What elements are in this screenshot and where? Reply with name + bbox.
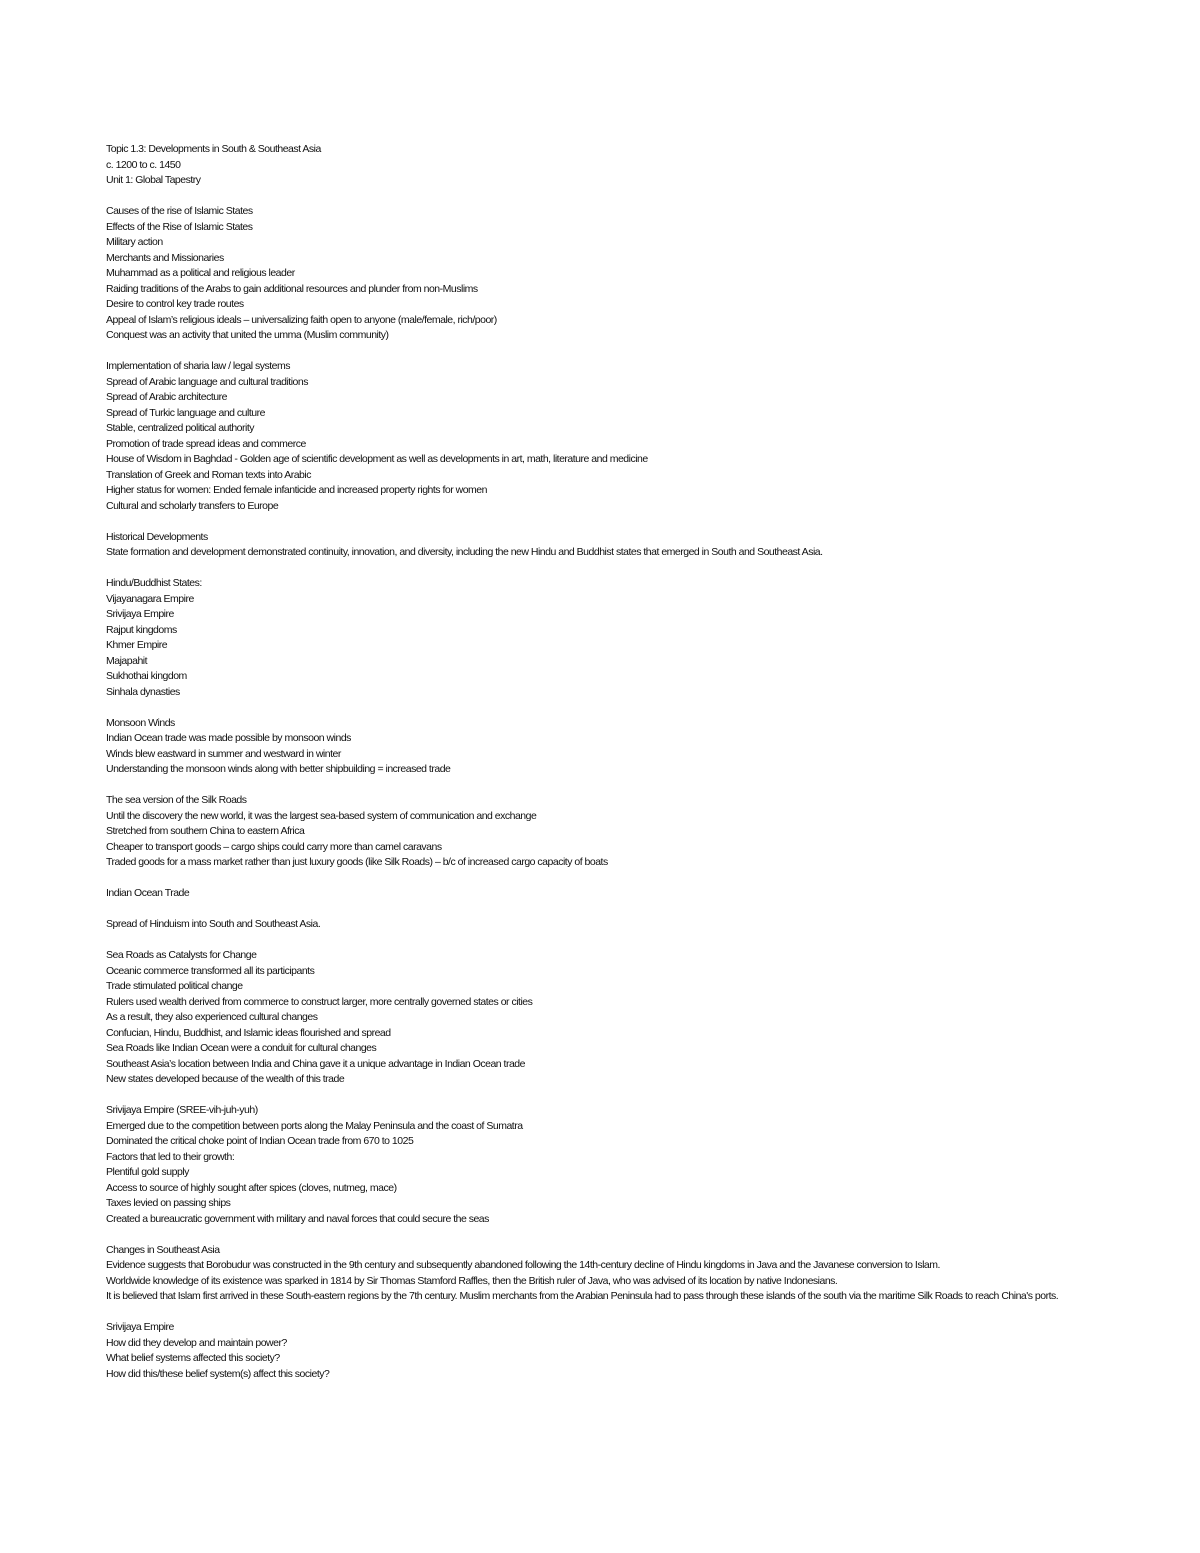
text-block (106, 948, 1100, 1088)
text-block (106, 1103, 1100, 1227)
text-line: Unit 1: Global Tapestry (106, 174, 201, 186)
text-line: Spread of Arabic architecture (106, 391, 227, 403)
text-block (106, 359, 1100, 514)
text-line: State formation and development demonstrated continuity, innovation, and diversity, including the new Hindu and Buddhist states that emerged in South and Southeast Asia. (106, 546, 823, 558)
text-block (106, 204, 1100, 344)
text-line: c. 1200 to c. 1450 (106, 158, 181, 171)
text-line: Southeast Asia’s location between India and China gave it a unique advantage in Indian Ocean trade (106, 1057, 525, 1070)
block-heading: Srivijaya Empire (SREE-vih-juh-yuh) (106, 1104, 258, 1116)
text-line: Spread of Turkic language and culture (106, 406, 265, 419)
text-line: Higher status for women: Ended female infanticide and increased property rights for women (106, 484, 487, 496)
paragraph-gap (106, 1227, 1100, 1243)
paragraph-gap (106, 561, 1100, 577)
text-block (106, 793, 1100, 871)
paragraph-gap (106, 902, 1100, 918)
text-line: Majapahit (106, 654, 148, 667)
text-line: House of Wisdom in Baghdad - Golden age of scientific development as well as developments in art, math, literature and medicine (106, 453, 648, 465)
text-block (106, 1320, 1100, 1382)
text-line: Understanding the monsoon winds along with better shipbuilding = increased trade (106, 763, 451, 775)
text-line: Stretched from southern China to eastern Africa (106, 825, 305, 837)
text-line: Confucian, Hindu, Buddhist, and Islamic ideas flourished and spread (106, 1026, 391, 1039)
text-line: Translation of Greek and Roman texts into Arabic (106, 468, 311, 481)
text-line: Rulers used wealth derived from commerce to construct larger, more centrally governed states or cities (106, 995, 533, 1008)
text-line: Spread of Arabic language and cultural traditions (106, 375, 308, 388)
text-line: Khmer Empire (106, 639, 168, 651)
text-block (106, 142, 1100, 189)
paragraph-gap (106, 189, 1100, 205)
paragraph-gap (106, 871, 1100, 887)
text-line: Until the discovery the new world, it was the largest sea-based system of communication and exchange (106, 809, 537, 822)
block-heading: Topic 1.3: Developments in South & Southeast Asia (106, 143, 321, 155)
text-block (106, 1243, 1100, 1305)
paragraph-gap (106, 1305, 1100, 1321)
text-block (106, 576, 1100, 700)
text-line: Evidence suggests that Borobudur was constructed in the 9th century and subsequently abandoned following the 14th-century decline of Hindu kingdoms in Java and the Javanese conversion to Islam. (106, 1259, 940, 1271)
text-block (106, 917, 1100, 933)
block-heading: Hindu/Buddhist States: (106, 577, 202, 589)
text-line: Cultural and scholarly transfers to Europe (106, 499, 279, 512)
text-line: Trade stimulated political change (106, 980, 243, 992)
text-line: Traded goods for a mass market rather than just luxury goods (like Silk Roads) – b/c of increased cargo capacity of boats (106, 856, 608, 868)
text-line: Srivijaya Empire (106, 608, 174, 620)
text-line: Worldwide knowledge of its existence was sparked in 1814 by Sir Thomas Stamford Raffles, then the British ruler of Java, who was advised of its location by native Indonesians. (106, 1274, 838, 1287)
text-line: Conquest was an activity that united the umma (Muslim community) (106, 329, 389, 341)
block-heading: Sea Roads as Catalysts for Change (106, 949, 257, 961)
text-block (106, 886, 1100, 902)
document-body (106, 142, 1100, 1382)
text-line: Factors that led to their growth: (106, 1150, 235, 1163)
text-line: Plentiful gold supply (106, 1166, 189, 1178)
text-line: Dominated the critical choke point of Indian Ocean trade from 670 to 1025 (106, 1135, 414, 1147)
block-heading: Implementation of sharia law / legal systems (106, 360, 291, 372)
block-heading: Srivijaya Empire (106, 1321, 174, 1333)
text-block (106, 716, 1100, 778)
text-line: Stable, centralized political authority (106, 422, 255, 434)
text-line: Sea Roads like Indian Ocean were a conduit for cultural changes (106, 1042, 377, 1054)
text-line: Rajput kingdoms (106, 623, 177, 636)
text-line: It is believed that Islam first arrived in these South-eastern regions by the 7th century. Muslim merchants from the Arabian Peninsula had to pass through these islands of the south via the maritime Silk Roads to reach China's ports. (106, 1290, 1059, 1302)
text-line: Taxes levied on passing ships (106, 1197, 231, 1209)
text-line: How did they develop and maintain power? (106, 1336, 287, 1349)
paragraph-gap (106, 514, 1100, 530)
text-line: Indian Ocean trade was made possible by monsoon winds (106, 732, 351, 744)
text-line: Muhammad as a political and religious leader (106, 267, 295, 279)
paragraph-gap (106, 933, 1100, 949)
block-heading: Spread of Hinduism into South and Southeast Asia. (106, 918, 321, 930)
text-line: Cheaper to transport goods – cargo ships could carry more than camel caravans (106, 840, 442, 853)
paragraph-gap (106, 778, 1100, 794)
text-line: Emerged due to the competition between ports along the Malay Peninsula and the coast of Sumatra (106, 1119, 523, 1132)
paragraph-gap (106, 1088, 1100, 1104)
text-line: Winds blew eastward in summer and westward in winter (106, 747, 341, 760)
text-line: Oceanic commerce transformed all its participants (106, 964, 315, 977)
text-line: Appeal of Islam’s religious ideals – universalizing faith open to anyone (male/female, rich/poor) (106, 313, 497, 326)
text-line: Created a bureaucratic government with military and naval forces that could secure the seas (106, 1212, 489, 1225)
paragraph-gap (106, 700, 1100, 716)
text-line: Promotion of trade spread ideas and commerce (106, 437, 306, 450)
block-heading: Historical Developments (106, 530, 208, 543)
text-line: Raiding traditions of the Arabs to gain additional resources and plunder from non-Muslims (106, 282, 478, 295)
text-line: Sukhothai kingdom (106, 670, 187, 682)
text-line: Desire to control key trade routes (106, 298, 244, 310)
text-line: How did this/these belief system(s) affect this society? (106, 1367, 330, 1380)
text-line: What belief systems affected this society? (106, 1352, 280, 1364)
text-line: Merchants and Missionaries (106, 251, 224, 264)
block-heading: Causes of the rise of Islamic States (106, 205, 253, 217)
block-heading: Monsoon Winds (106, 716, 175, 729)
text-line: Access to source of highly sought after spices (cloves, nutmeg, mace) (106, 1181, 397, 1194)
block-heading: Indian Ocean Trade (106, 887, 190, 899)
block-heading: The sea version of the Silk Roads (106, 794, 247, 806)
text-line: As a result, they also experienced cultural changes (106, 1011, 318, 1023)
paragraph-gap (106, 344, 1100, 360)
text-line: New states developed because of the wealth of this trade (106, 1073, 345, 1085)
text-line: Sinhala dynasties (106, 685, 180, 698)
text-block (106, 530, 1100, 561)
text-line: Military action (106, 236, 163, 248)
block-heading: Changes in Southeast Asia (106, 1243, 220, 1256)
text-line: Vijayanagara Empire (106, 592, 194, 605)
text-line: Effects of the Rise of Islamic States (106, 220, 253, 233)
